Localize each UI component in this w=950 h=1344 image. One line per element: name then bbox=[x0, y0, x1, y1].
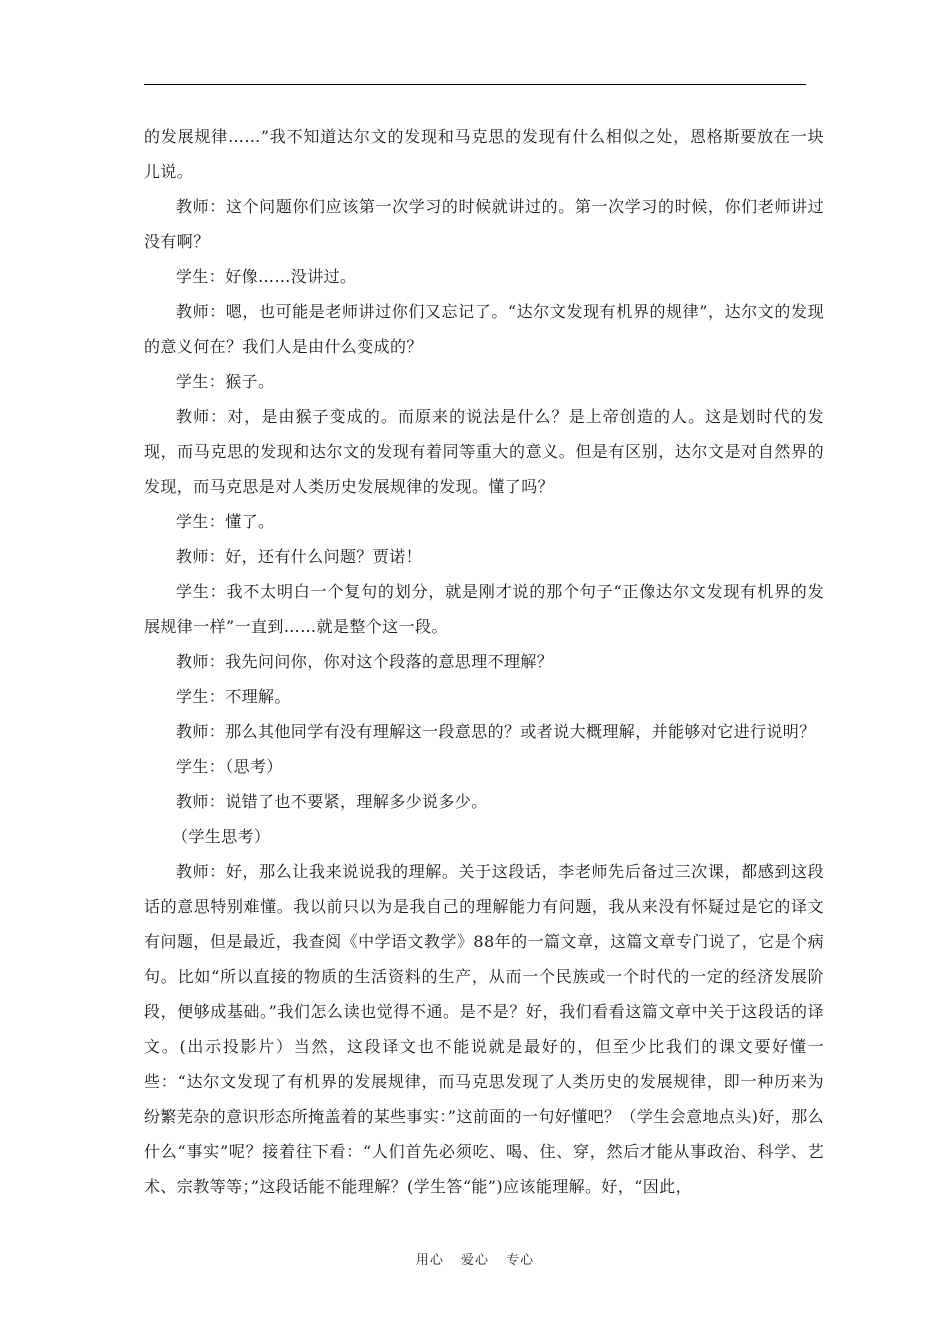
paragraph: 学生：好像……没讲过。 bbox=[176, 267, 357, 286]
paragraph: （学生思考） bbox=[172, 827, 271, 846]
paragraph: 教师：嗯，也可能是老师讲过你们又忘记了。“达尔文发现有机界的规律”，达尔文的发现的意义何在？我们人是由什么变成的？ bbox=[144, 302, 824, 356]
footer-text: 爱心 bbox=[460, 1253, 489, 1268]
header-rule bbox=[144, 84, 806, 85]
paragraph: 教师：对，是由猴子变成的。而原来的说法是什么？是上帝创造的人。这是划时代的发现，而马克思的发现和达尔文的发现有着同等重大的意义。但是有区别，达尔文是对自然界的发现，而马克思是对人类历史发展规律的发现。懂了吗？ bbox=[144, 407, 824, 496]
page-footer bbox=[0, 1249, 950, 1268]
paragraph: 教师：好，还有什么问题？贾诺！ bbox=[176, 547, 423, 566]
footer-text: 用心 bbox=[415, 1253, 444, 1268]
paragraph: 学生：猴子。 bbox=[176, 372, 275, 391]
paragraph: 的发展规律……”我不知道达尔文的发现和马克思的发现有什么相似之处，恩格斯要放在一块儿说。 bbox=[144, 127, 824, 181]
paragraph: 学生：我不太明白一个复句的划分，就是刚才说的那个句子“正像达尔文发现有机界的发展规律一样”一直到……就是整个这一段。 bbox=[144, 582, 824, 636]
paragraph: 学生：不理解。 bbox=[176, 687, 291, 706]
paragraph: 教师：好，那么让我来说说我的理解。关于这段话，李老师先后备过三次课，都感到这段话的意思特别难懂。我以前只以为是我自己的理解能力有问题，我从来没有怀疑过是它的译文有问题，但是最近，我查阅《中学语文教学》88年的一篇文章，这篇文章专门说了，它是个病句。比如“所以直接的物质的生活资料的生产，从而一个民族或一个时代的一定的经济发展阶段，便够成基础。”我们怎么读也觉得不通。是不是？好，我们看看这篇文章中关于这段话的译文。(出示投影片）当然，这段译文也不能说就是最好的，但至少比我们的课文要好懂一些：“达尔文发现了有机界的发展规律，而马克思发现了人类历史的发展规律，即一种历来为纷繁芜杂的意识形态所掩盖着的某些事实：”这前面的一句好懂吧？（学生会意地点头)好，那么什么“事实”呢？接着往下看：“人们首先必须吃、喝、住、穿，然后才能从事政治、科学、艺术、宗教等等；”这段话能不能理解？(学生答“能”)应该能理解。好，“因此， bbox=[144, 862, 824, 1196]
paragraph: 学生：懂了。 bbox=[176, 512, 275, 531]
paragraph: 教师：这个问题你们应该第一次学习的时候就讲过的。第一次学习的时候，你们老师讲过没有啊？ bbox=[144, 197, 824, 251]
footer-text: 专心 bbox=[506, 1253, 535, 1268]
document-body bbox=[144, 119, 824, 1204]
paragraph: 教师：说错了也不要紧，理解多少说多少。 bbox=[176, 792, 488, 811]
paragraph: 教师：我先问问你，你对这个段落的意思理不理解？ bbox=[176, 652, 554, 671]
paragraph: 学生：（思考） bbox=[176, 757, 283, 776]
paragraph: 教师：那么其他同学有没有理解这一段意思的？或者说大概理解，并能够对它进行说明？ bbox=[176, 722, 816, 741]
